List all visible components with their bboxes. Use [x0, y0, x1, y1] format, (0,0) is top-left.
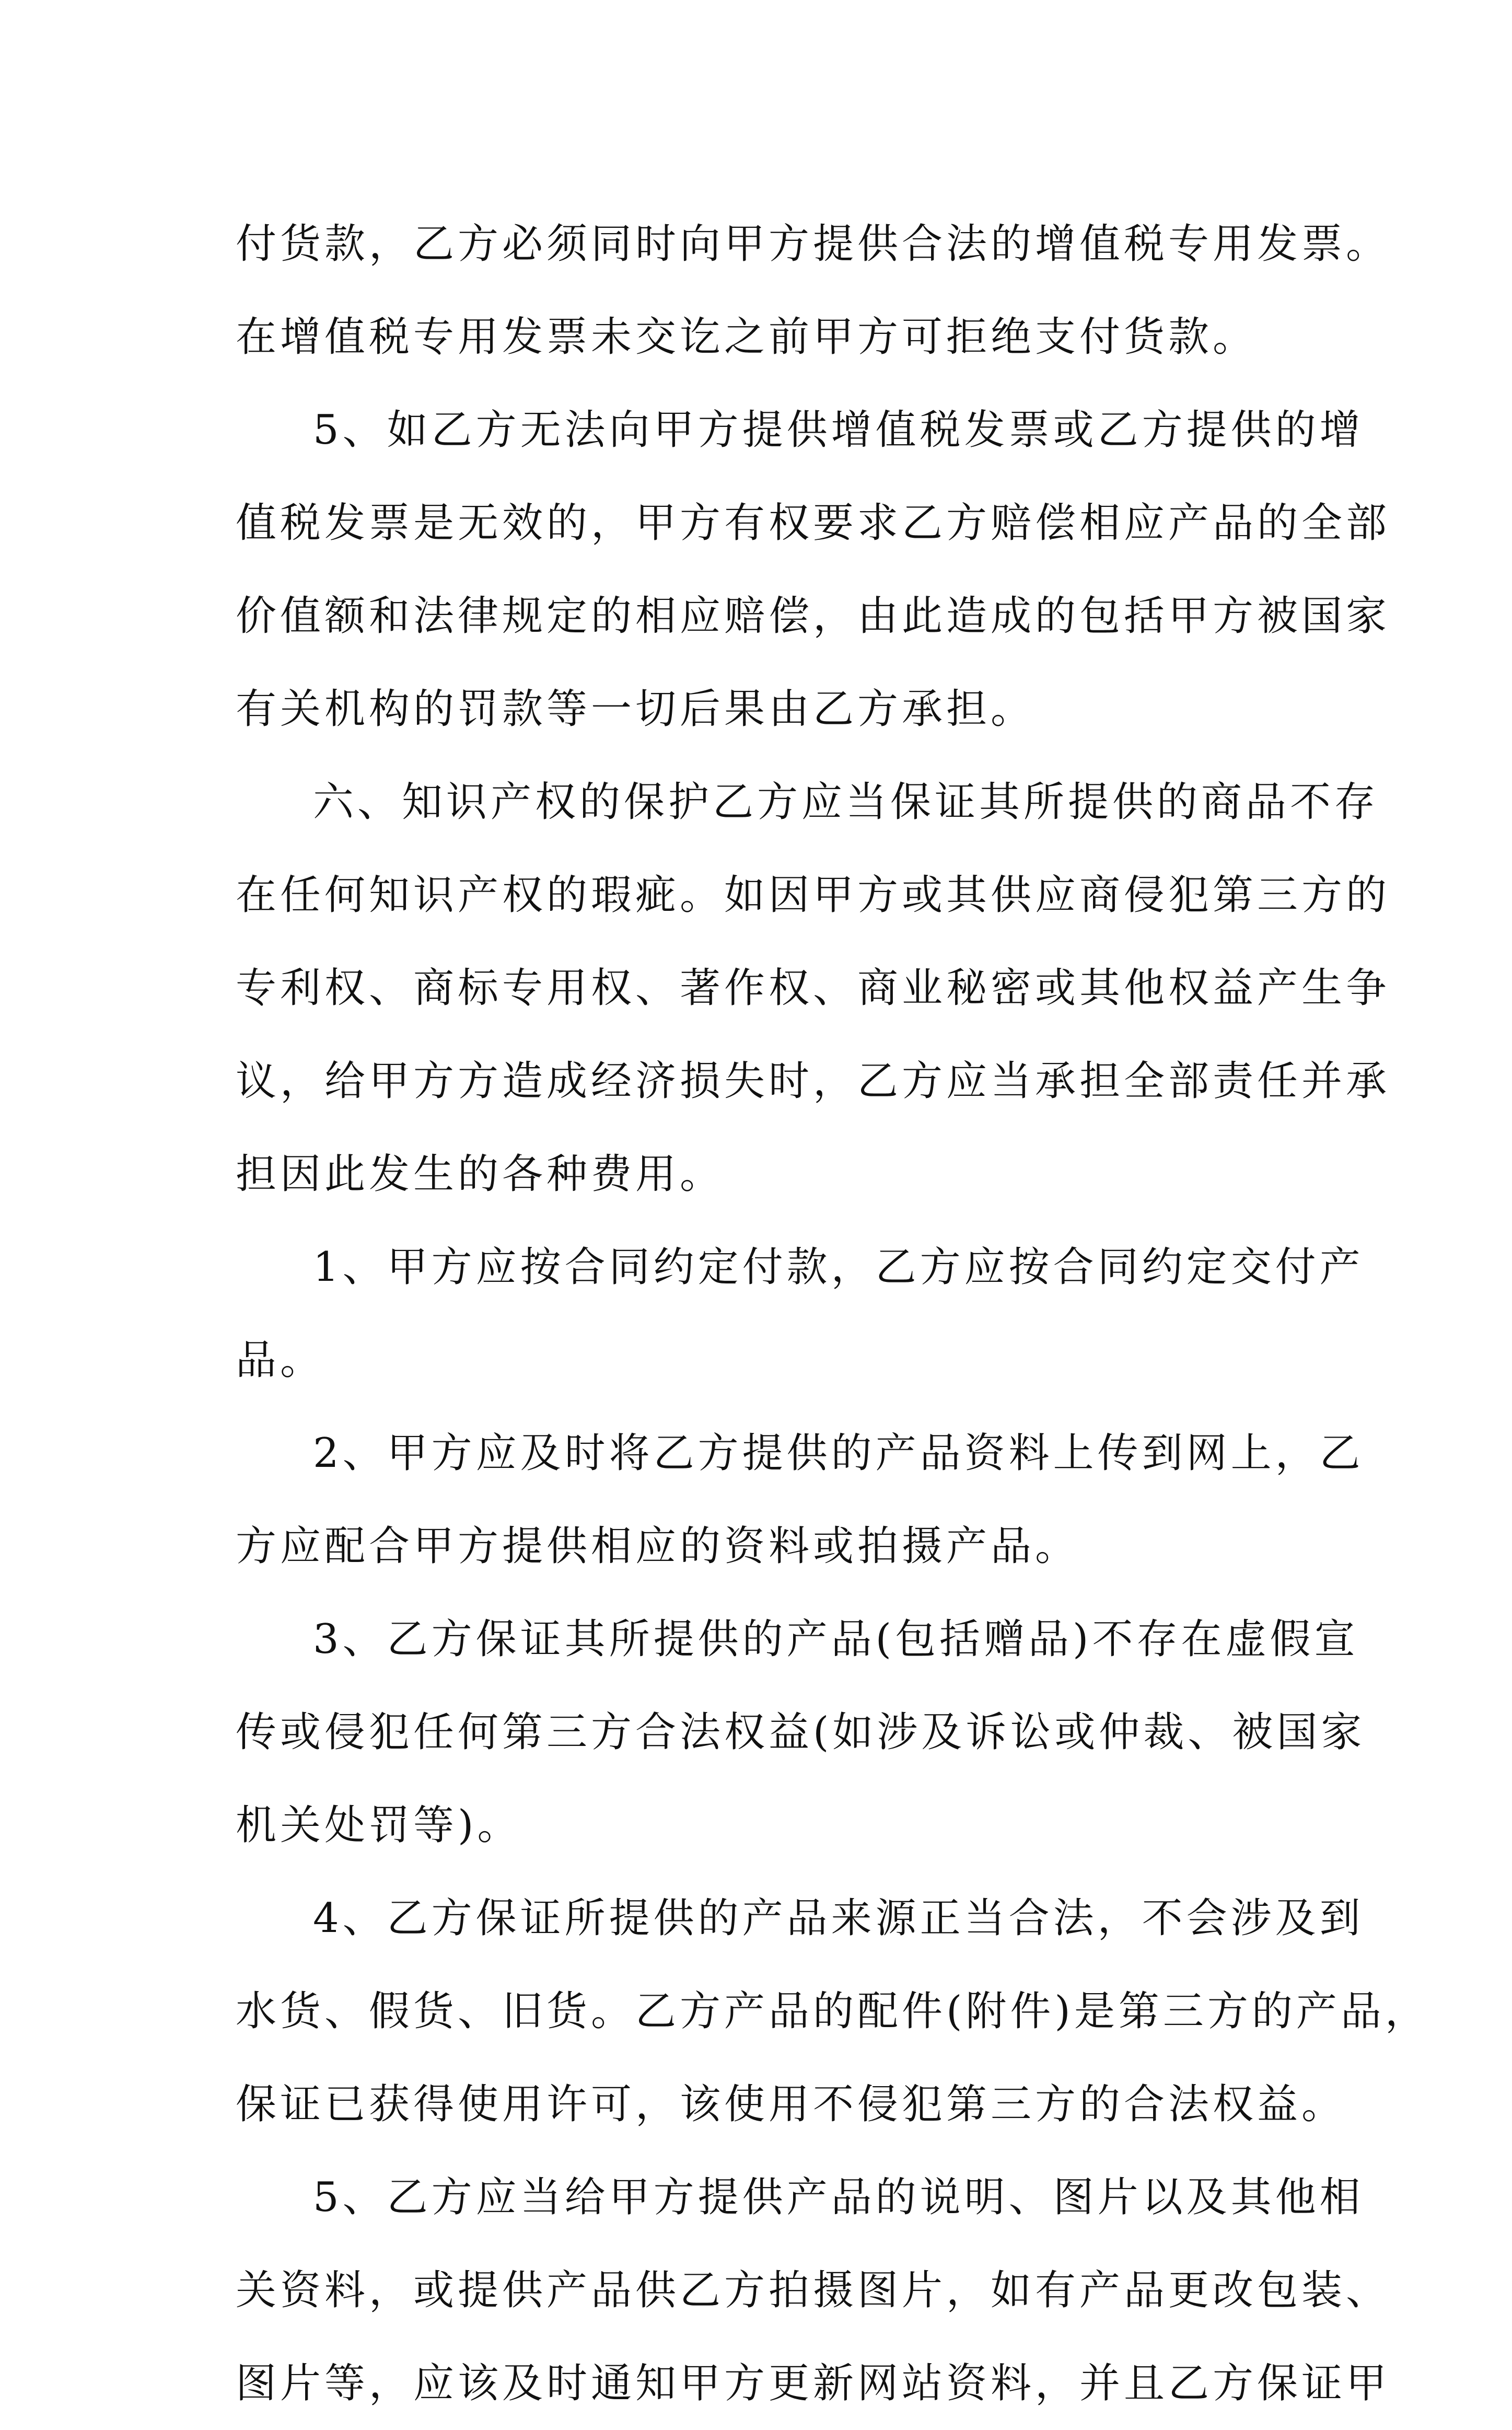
- text-line: 有关机构的罚款等一切后果由乙方承担。: [236, 686, 1036, 733]
- text-line: 方应配合甲方提供相应的资料或拍摄产品。: [236, 1523, 1080, 1570]
- text-line: 保证已获得使用许可，该使用不侵犯第三方的合法权益。: [236, 2081, 1346, 2128]
- text-line: 值税发票是无效的，甲方有权要求乙方赔偿相应产品的全部: [236, 500, 1391, 547]
- text-line: 议，给甲方方造成经济损失时，乙方应当承担全部责任并承: [236, 1058, 1391, 1105]
- document-page: [236, 198, 1429, 2430]
- text-line: 4、乙方保证所提供的产品来源正当合法，不会涉及到: [313, 1895, 1364, 1942]
- text-line: 传或侵犯任何第三方合法权益(如涉及诉讼或仲裁、被国家: [236, 1709, 1366, 1756]
- text-line: 价值额和法律规定的相应赔偿，由此造成的包括甲方被国家: [236, 593, 1391, 640]
- text-line: 2、甲方应及时将乙方提供的产品资料上传到网上，乙: [313, 1430, 1364, 1477]
- text-line: 1、甲方应按合同约定付款，乙方应按合同约定交付产: [313, 1244, 1364, 1291]
- text-line: 在增值税专用发票未交讫之前甲方可拒绝支付货款。: [236, 314, 1258, 361]
- text-line: 付货款，乙方必须同时向甲方提供合法的增值税专用发票。: [236, 221, 1391, 268]
- text-line: 关资料，或提供产品供乙方拍摄图片，如有产品更改包装、: [236, 2267, 1391, 2314]
- text-line: 图片等，应该及时通知甲方更新网站资料，并且乙方保证甲: [236, 2360, 1391, 2407]
- text-line: 六、知识产权的保护乙方应当保证其所提供的商品不存: [313, 779, 1379, 826]
- text-line: 5、如乙方无法向甲方提供增值税发票或乙方提供的增: [313, 407, 1364, 454]
- text-line: 3、乙方保证其所提供的产品(包括赠品)不存在虚假宣: [313, 1616, 1359, 1663]
- text-line: 5、乙方应当给甲方提供产品的说明、图片以及其他相: [313, 2174, 1364, 2221]
- text-line: 水货、假货、旧货。乙方产品的配件(附件)是第三方的产品，: [236, 1988, 1429, 2035]
- text-line: 专利权、商标专用权、著作权、商业秘密或其他权益产生争: [236, 965, 1391, 1012]
- text-line: 机关处罚等)。: [236, 1802, 522, 1849]
- text-line: 在任何知识产权的瑕疵。如因甲方或其供应商侵犯第三方的: [236, 872, 1391, 919]
- text-line: 担因此发生的各种费用。: [236, 1151, 725, 1198]
- text-line: 品。: [236, 1337, 325, 1384]
